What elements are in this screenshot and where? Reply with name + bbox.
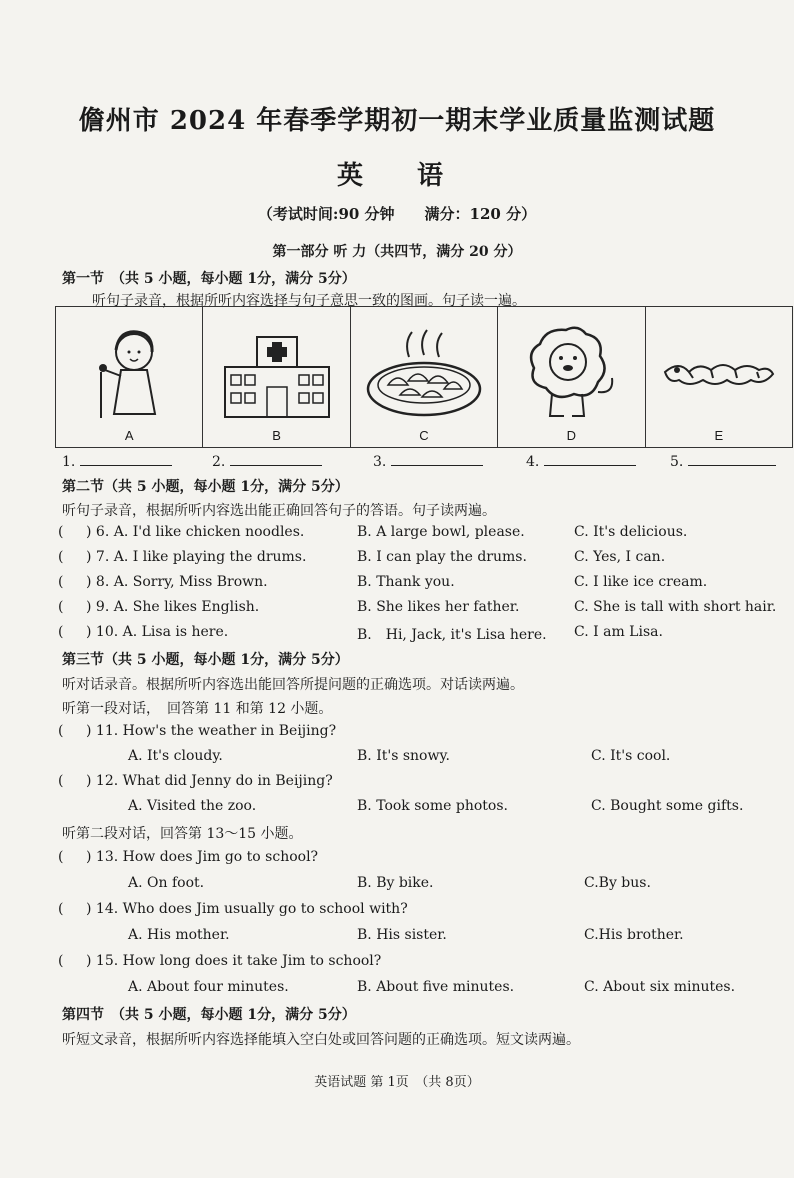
option-a: ) 9. A. She likes English. [86, 599, 260, 615]
answer-paren: ( [58, 574, 64, 590]
question-text: ) 15. How long does it take Jim to school? [86, 953, 382, 969]
option-a: ) 6. A. I'd like chicken noodles. [86, 524, 305, 540]
question-8-option-b: B. Thank you. [357, 574, 455, 590]
answer-paren: ( [58, 901, 64, 917]
question-15-option-c: C. About six minutes. [584, 979, 736, 995]
answer-paren: ( [58, 624, 64, 640]
option-a: ) 8. A. Sorry, Miss Brown. [86, 574, 268, 590]
section3-heading: 第三节（共 5 小题，每小题 1分，满分 5分） [62, 652, 349, 668]
answer-paren: ( [58, 524, 64, 540]
singing-girl-icon [56, 322, 202, 422]
picture-label-d: D [566, 428, 577, 443]
picture-cell-b [203, 307, 350, 448]
question-12-option-a: A. Visited the zoo. [128, 798, 257, 814]
answer-paren: ( [58, 723, 64, 739]
answer-paren: ( [58, 773, 64, 789]
option-a: ) 10. A. Lisa is here. [86, 624, 229, 640]
option-a: ) 7. A. I like playing the drums. [86, 549, 307, 565]
answer-blank-4[interactable] [526, 453, 636, 470]
picture-cell-d [498, 307, 645, 448]
section1-heading: 第一节 （共 5 小题，每小题 1分，满分 5分） [62, 271, 356, 287]
section4-instruction: 听短文录音，根据所听内容选择能填入空白处或回答问题的正确选项。短文读两遍。 [62, 1032, 580, 1048]
question-14-option-b: B. His sister. [357, 927, 447, 943]
question-10-option-b: B. Hi, Jack, it's Lisa here. [357, 627, 547, 643]
question-8-option-c: C. I like ice cream. [574, 574, 708, 590]
answer-paren: ( [58, 549, 64, 565]
question-7[interactable] [58, 549, 306, 565]
question-15[interactable] [58, 953, 381, 969]
question-15-option-b: B. About five minutes. [357, 979, 515, 995]
question-6-option-b: B. A large bowl, please. [357, 524, 525, 540]
question-9[interactable] [58, 599, 259, 615]
picture-label-c: C [419, 428, 429, 443]
dialog1-instruction: 听第一段对话， 回答第 11 和第 12 小题。 [62, 701, 333, 717]
lion-icon [498, 322, 644, 422]
exam-info: （考试时间:90 分钟 满分：120 分） [257, 205, 537, 223]
question-11-option-c: C. It's cool. [591, 748, 671, 764]
blank-number: 5. [670, 454, 684, 470]
hospital-icon [203, 327, 349, 422]
answer-blank-2[interactable] [212, 453, 322, 470]
question-text: ) 14. Who does Jim usually go to school with? [86, 901, 408, 917]
section2-heading: 第二节（共 5 小题，每小题 1分，满分 5分） [62, 479, 349, 495]
question-15-option-a: A. About four minutes. [128, 979, 289, 995]
question-12-option-b: B. Took some photos. [357, 798, 508, 814]
blank-number: 2. [212, 454, 226, 470]
question-11-option-a: A. It's cloudy. [128, 748, 223, 764]
picture-label-b: B [272, 428, 281, 443]
picture-cell-c [350, 307, 497, 448]
picture-cell-a [56, 307, 203, 448]
section3-instruction: 听对话录音。根据所听内容选出能回答所提问题的正确选项。对话读两遍。 [62, 677, 524, 693]
answer-blank-5[interactable] [670, 453, 776, 470]
question-12[interactable] [58, 773, 333, 789]
question-11[interactable] [58, 723, 336, 739]
picture-label-e: E [714, 428, 724, 443]
question-10-option-c: C. I am Lisa. [574, 624, 663, 640]
question-14-option-c: C.His brother. [584, 927, 684, 943]
section1-instruction: 听句子录音，根据所听内容选择与句子意思一致的图画。句子读一遍。 [92, 293, 526, 309]
question-text: ) 12. What did Jenny do in Beijing? [86, 773, 333, 789]
answer-paren: ( [58, 953, 64, 969]
question-8[interactable] [58, 574, 268, 590]
dumplings-icon [351, 327, 497, 422]
question-11-option-b: B. It's snowy. [357, 748, 450, 764]
blank-number: 4. [526, 454, 540, 470]
question-text: ) 13. How does Jim go to school? [86, 849, 319, 865]
question-10[interactable] [58, 624, 228, 640]
question-7-option-b: B. I can play the drums. [357, 549, 527, 565]
question-9-option-b: B. She likes her father. [357, 599, 520, 615]
question-14[interactable] [58, 901, 408, 917]
question-6-option-c: C. It's delicious. [574, 524, 688, 540]
section4-heading: 第四节 （共 5 小题，每小题 1分，满分 5分） [62, 1007, 356, 1023]
question-13-option-b: B. By bike. [357, 875, 434, 891]
answer-paren: ( [58, 599, 64, 615]
answer-blank-1[interactable] [62, 453, 172, 470]
section2-instruction: 听句子录音，根据所听内容选出能正确回答句子的答语。句子读两遍。 [62, 503, 496, 519]
question-13[interactable] [58, 849, 318, 865]
question-text: ) 11. How's the weather in Beijing? [86, 723, 337, 739]
question-6[interactable] [58, 524, 304, 540]
part-one-heading: 第一部分 听 力（共四节，满分 20 分） [272, 244, 522, 260]
picture-label-a: A [124, 428, 134, 443]
question-9-option-c: C. She is tall with short hair. [574, 599, 777, 615]
kite-icon [646, 332, 792, 422]
picture-table [55, 306, 793, 448]
blank-number: 3. [373, 454, 387, 470]
question-13-option-a: A. On foot. [128, 875, 205, 891]
question-14-option-a: A. His mother. [128, 927, 230, 943]
subject-title: 英 语 [336, 161, 457, 191]
dialog2-instruction: 听第二段对话，回答第 13～15 小题。 [62, 826, 303, 842]
picture-cell-e [645, 307, 792, 448]
page-footer: 英语试题 第 1页 （共 8页） [314, 1075, 480, 1090]
question-7-option-c: C. Yes, I can. [574, 549, 666, 565]
blank-number: 1. [62, 454, 76, 470]
answer-paren: ( [58, 849, 64, 865]
question-13-option-c: C.By bus. [584, 875, 651, 891]
question-12-option-c: C. Bought some gifts. [591, 798, 744, 814]
exam-title: 儋州市 2024 年春季学期初一期末学业质量监测试题 [78, 106, 716, 136]
answer-blank-3[interactable] [373, 453, 483, 470]
